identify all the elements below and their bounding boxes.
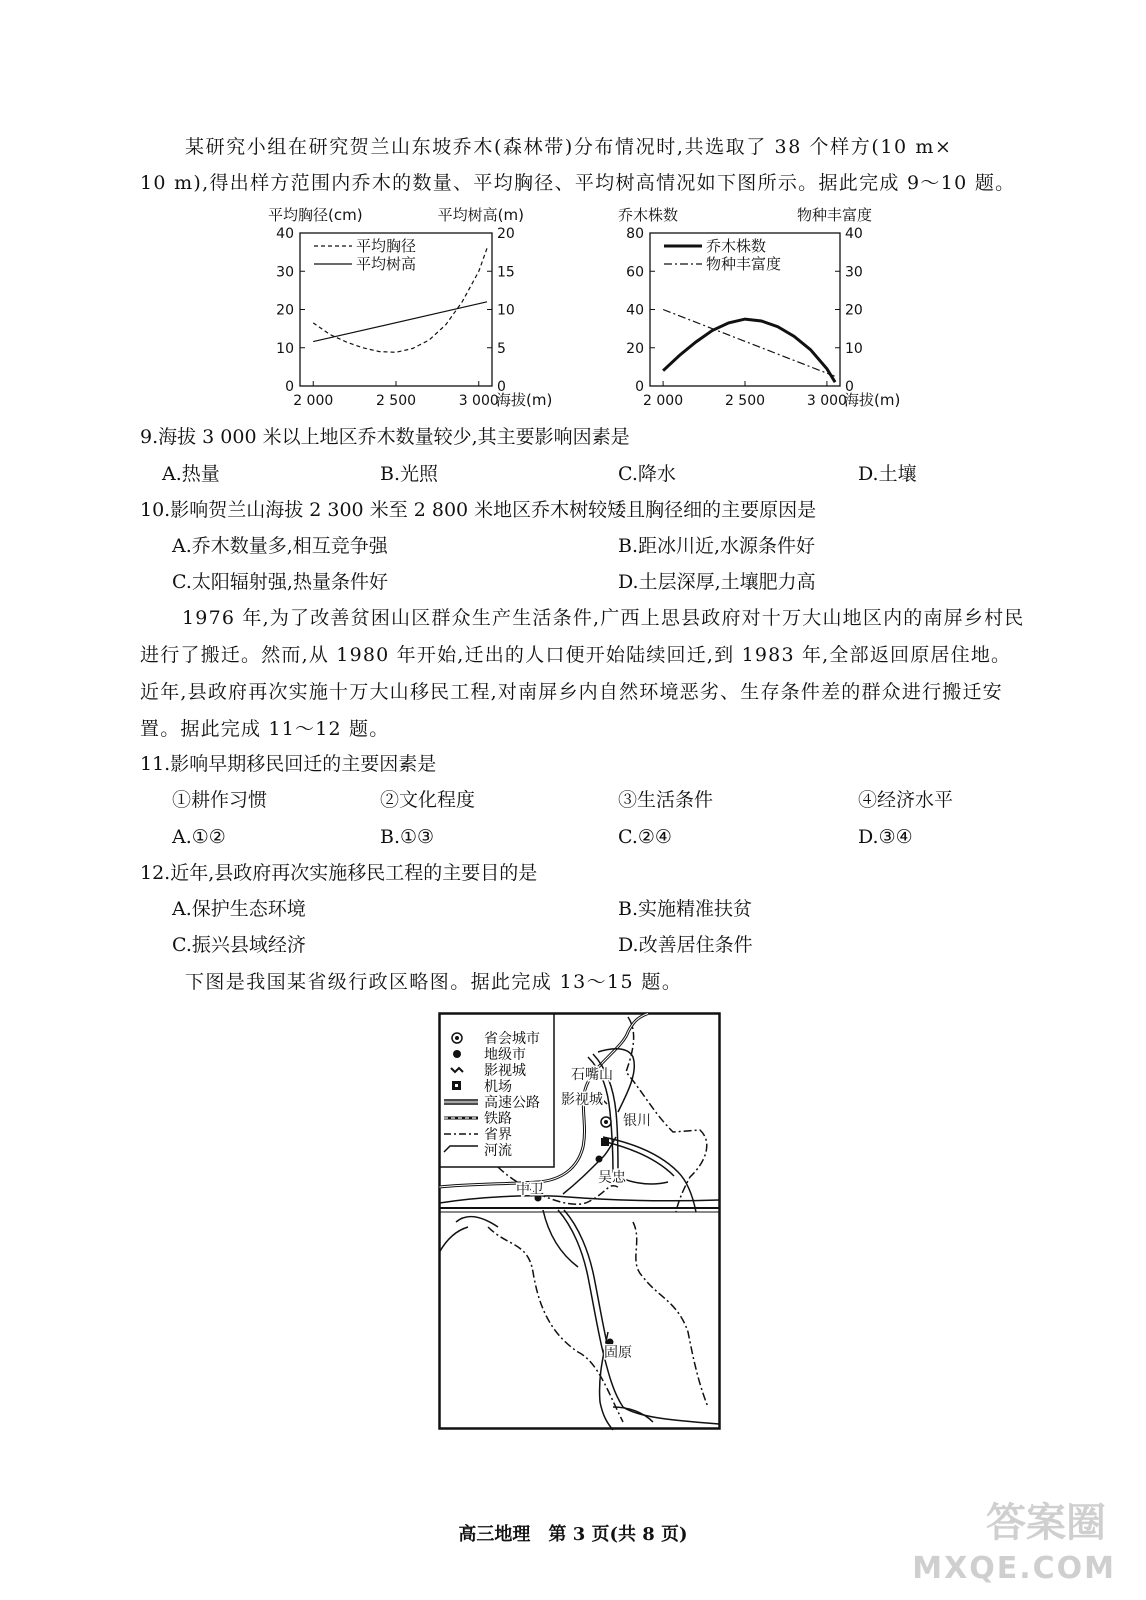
legend-label-prefecture: 地级市 [484,1047,526,1063]
chart-diameter-height [268,206,552,409]
intro-line-3: 下图是我国某省级行政区略图。据此完成 13～15 题。 [185,971,683,993]
y-right-tick-label: 0 [845,379,854,395]
q11-item-4: ④经济水平 [858,789,954,811]
x-axis-title: 海拔(m) [844,391,901,409]
y-right-tick-label: 40 [845,226,863,242]
legend-label-airport: 机场 [484,1079,512,1095]
y-right-tick-label: 20 [845,302,863,319]
x-tick-label: 2 500 [724,393,766,409]
legend-label-capital: 省会城市 [484,1031,540,1047]
q11-option-a[interactable]: A.①② [172,826,226,848]
film-city-icon [451,1068,463,1072]
y-left-tick-label: 0 [635,379,644,395]
legend-label-river: 河流 [484,1143,512,1159]
label-wuzhong: 吴忠 [598,1170,626,1186]
q10-stem: 10.影响贺兰山海拔 2 300 米至 2 800 米地区乔木树较矮且胸径细的主要原因是 [140,499,817,521]
legend-label-0: 平均胸径 [356,237,417,255]
x-tick-label: 3 000 [458,393,499,409]
y-left-tick-label: 30 [276,264,294,281]
airport-marker [601,1138,609,1146]
series-line-1 [313,302,487,342]
legend-label-1: 平均树高 [356,255,417,273]
legend-label-film-city: 影视城 [484,1063,526,1079]
x-axis-title: 海拔(m) [496,391,553,409]
y-left-tick-label: 80 [626,226,644,242]
y-left-tick-label: 10 [276,340,294,357]
y-left-tick-label: 20 [276,302,294,319]
q10-option-b[interactable]: B.距冰川近,水源条件好 [618,535,816,557]
river-icon [444,1146,478,1152]
watermark-top: 答案圈 [986,1500,1106,1546]
wuzhong-marker [596,1156,603,1163]
y-right-tick-label: 5 [497,340,506,357]
watermark-bottom: MXQE.COM [912,1551,1116,1586]
series-line-0 [663,319,835,382]
q12-option-c[interactable]: C.振兴县域经济 [172,934,306,956]
y-left-tick-label: 60 [626,264,644,281]
intro-line-1: 某研究小组在研究贺兰山东坡乔木(森林带)分布情况时,共选取了 38 个样方(10 m× [185,136,953,158]
y-right-tick-label: 10 [845,340,863,357]
y-right-tick-label: 20 [497,226,515,242]
label-film-city: 影视城 [561,1092,603,1108]
q11-item-1: ①耕作习惯 [172,789,268,811]
q12-option-b[interactable]: B.实施精准扶贫 [618,898,753,920]
x-tick-label: 2 000 [293,393,334,409]
q10-option-d[interactable]: D.土层深厚,土壤肥力高 [618,571,816,593]
q11-item-3: ③生活条件 [618,789,714,811]
legend-label-border: 省界 [484,1127,512,1143]
y-left-tick-label: 0 [285,379,294,395]
y-left-tick-label: 40 [626,302,644,319]
label-guyuan: 固原 [604,1345,632,1361]
map-legend [440,1014,555,1168]
chart-trees-richness [618,206,900,409]
legend-label-expressway: 高速公路 [484,1095,540,1111]
charts-figure [0,200,1146,420]
q11-stem: 11.影响早期移民回迁的主要因素是 [140,753,437,775]
y-left-axis-title: 平均胸径(cm) [268,206,363,224]
x-tick-label: 2 000 [643,393,684,409]
q11-option-c[interactable]: C.②④ [618,826,672,848]
legend-label-railway: 铁路 [484,1111,512,1127]
q9-option-d[interactable]: D.土壤 [858,463,917,485]
y-right-axis-title: 平均树高(m) [437,206,524,224]
label-shizuishan: 石嘴山 [571,1067,613,1083]
y-left-tick-label: 40 [276,226,294,242]
y-right-tick-label: 15 [497,264,515,281]
y-right-axis-title: 物种丰富度 [796,206,872,224]
q9-option-b[interactable]: B.光照 [380,463,439,485]
intro-line-2: 10 m),得出样方范围内乔木的数量、平均胸径、平均树高情况如下图所示。据此完成 9～10 题。 [140,172,1016,194]
prefecture-city-icon [453,1050,461,1058]
x-tick-label: 3 000 [806,393,847,409]
y-left-tick-label: 20 [626,340,644,357]
q11-option-b[interactable]: B.①③ [380,826,435,848]
intro-paragraph-2: 1976 年,为了改善贫困山区群众生产生活条件,广西上思县政府对十万大山地区内的南屏乡村民进行了搬迁。然而,从 1980 年开始,迁出的人口便开始陆续回迁,到 1983 年,全部返回原居住地。近年,县政府再次实施十万大山移民工程,对南屏乡内自然环境恶劣、生存条件差的群众进行搬迁安置。据此完成 11～12 题。 [140,607,1025,740]
q9-option-c[interactable]: C.降水 [618,463,676,485]
label-yinchuan: 银川 [623,1113,651,1129]
y-right-tick-label: 30 [845,264,863,281]
x-tick-label: 2 500 [375,393,417,409]
page-footer: 高三地理 第 3 页(共 8 页) [458,1524,688,1545]
label-zhongwei: 中卫 [516,1182,544,1198]
y-left-axis-title: 乔木株数 [618,206,679,224]
q11-item-2: ②文化程度 [380,789,476,811]
legend-label-0: 乔木株数 [706,237,767,255]
q12-option-a[interactable]: A.保护生态环境 [172,898,306,920]
y-right-tick-label: 0 [497,379,506,395]
q12-stem: 12.近年,县政府再次实施移民工程的主要目的是 [140,862,538,884]
q10-option-a[interactable]: A.乔木数量多,相互竞争强 [172,535,388,557]
q12-option-d[interactable]: D.改善居住条件 [618,934,753,956]
q11-option-d[interactable]: D.③④ [858,826,913,848]
y-right-tick-label: 10 [497,302,515,319]
q9-stem: 9.海拔 3 000 米以上地区乔木数量较少,其主要影响因素是 [140,426,630,448]
province-map [438,1012,728,1434]
q10-option-c[interactable]: C.太阳辐射强,热量条件好 [172,571,388,593]
legend-label-1: 物种丰富度 [706,255,782,273]
q9-option-a[interactable]: A.热量 [162,463,220,485]
